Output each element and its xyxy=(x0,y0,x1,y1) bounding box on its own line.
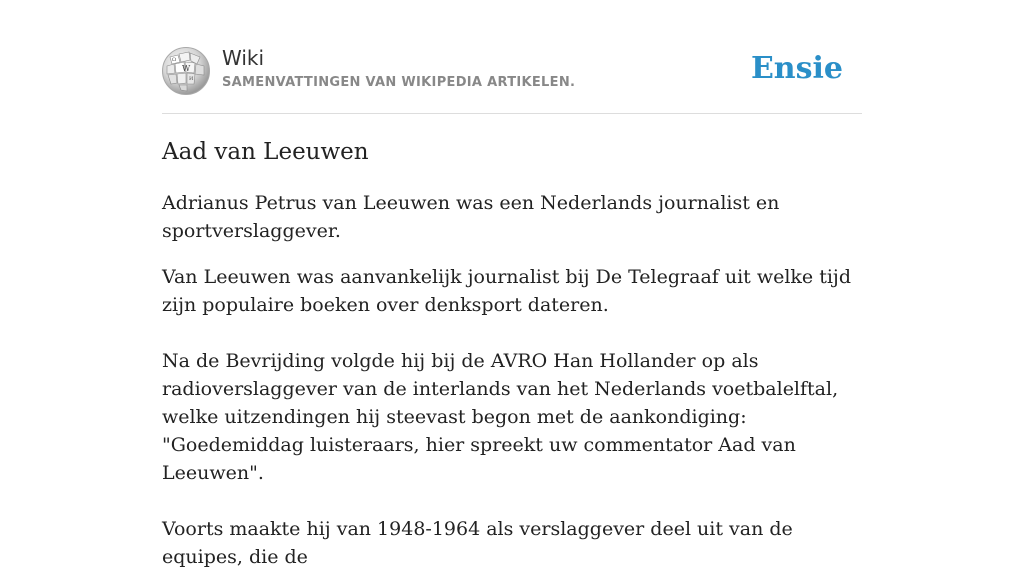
content-container xyxy=(162,0,862,568)
svg-text:W: W xyxy=(182,64,191,73)
article-body-paragraph: Van Leeuwen was aanvankelijk journalist bij De Telegraaf uit welke tijd zijn populaire boeken over denksport dateren. Na de Bevrijding volgde hij bij de AVRO Han Hollander op als radioverslaggever van de interlands van het Nederlands voetbalelftal, welke uitzendingen hij steevast begon met de aankondiging: "Goedemiddag luisteraars, hier spreekt uw commentator Aad van Leeuwen". Voorts maakte hij van 1948-1964 als verslaggever deel uit van de equipes, die de xyxy=(162,266,851,568)
site-name[interactable]: Wiki xyxy=(222,46,265,70)
site-header xyxy=(162,0,862,114)
article-content xyxy=(162,189,862,571)
site-tagline: SAMENVATTINGEN VAN WIKIPEDIA ARTIKELEN. xyxy=(222,75,576,90)
svg-text:И: И xyxy=(189,76,194,82)
ensie-brand-link[interactable]: Ensie xyxy=(750,51,843,86)
article-title: Aad van Leeuwen xyxy=(162,139,369,165)
wikipedia-globe-icon[interactable] xyxy=(162,47,210,95)
svg-text:Ω: Ω xyxy=(172,57,177,63)
article-lead-paragraph: Adrianus Petrus van Leeuwen was een Nederlands journalist en sportverslaggever. xyxy=(162,192,780,242)
